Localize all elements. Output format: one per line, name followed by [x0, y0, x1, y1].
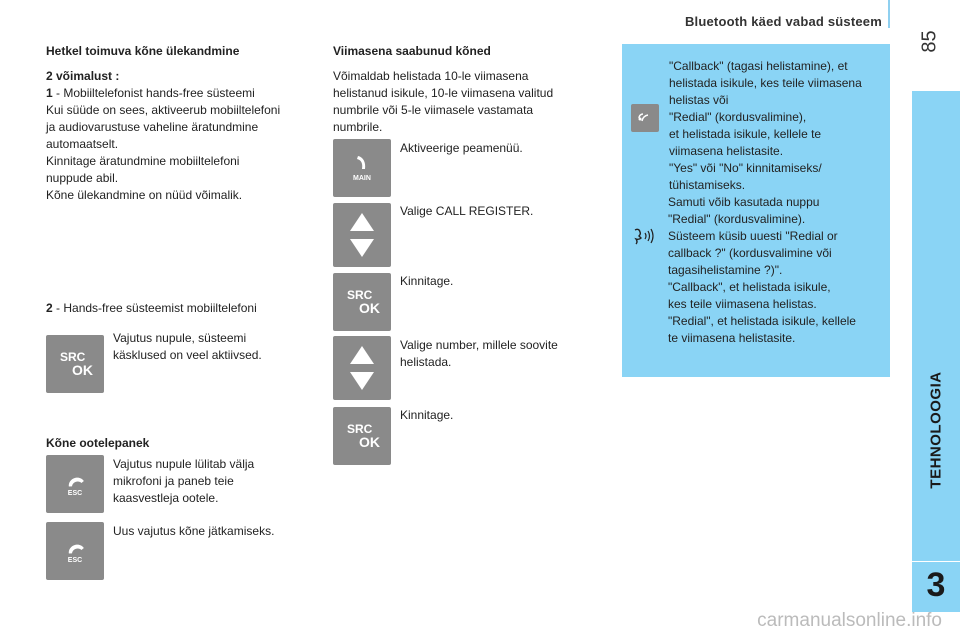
src-ok-button-step3[interactable] — [333, 273, 391, 331]
src-label: SRC — [347, 288, 373, 302]
esc-description-1 — [113, 456, 313, 507]
ok-label: OK — [72, 362, 93, 378]
recent-calls-intro-line: helistanud isikule, 10-le viimasena valitud — [333, 86, 554, 100]
step-text-line: helistada. — [400, 355, 452, 369]
option-1-description-line: Kinnitage äratundmine mobiiltelefoni — [46, 154, 240, 168]
voice-speak-icon — [631, 224, 657, 255]
esc-description-2 — [113, 523, 313, 540]
option-1-description — [46, 102, 321, 204]
info-text-line: helistada isikule, kes teile viimasena — [669, 76, 862, 90]
info-text-line: "Redial" (kordusvalimine). — [668, 212, 806, 226]
step-text-line: Aktiveerige peamenüü. — [400, 141, 523, 155]
option-1-description-line: nuppude abil. — [46, 171, 119, 185]
info-text-line: "Yes" või "No" kinnitamiseks/ — [669, 161, 822, 175]
recent-calls-intro-line: Võimaldab helistada 10-le viimasena — [333, 69, 529, 83]
step-text-line: Kinnitage. — [400, 274, 454, 288]
info-text-line: callback ?" (kordusvalimine või — [668, 246, 832, 260]
voice-command-button-icon — [631, 104, 659, 132]
step-text-line: Valige number, millele soovite — [400, 338, 558, 352]
option-1-description-line: automaatselt. — [46, 137, 119, 151]
info-box — [622, 44, 890, 377]
hang-up-icon — [64, 472, 86, 488]
heading-recent-calls: Viimasena saabunud kõned — [333, 44, 491, 58]
recent-calls-intro — [333, 68, 603, 136]
src-ok-description-line: käsklused on veel aktiivsed. — [113, 348, 262, 362]
options-title: 2 võimalust : — [46, 69, 120, 83]
src-label: SRC — [60, 350, 86, 364]
column-middle — [333, 44, 603, 136]
step-text-line: Valige CALL REGISTER. — [400, 204, 534, 218]
section-label-text: TEHNOLOOGIA — [927, 371, 945, 489]
option-2-number: 2 — [46, 301, 53, 315]
info-text-line: "Callback" (tagasi helistamine), et — [669, 59, 848, 73]
step-2-text — [400, 203, 600, 220]
src-ok-description — [113, 330, 313, 364]
src-ok-button-step5[interactable] — [333, 407, 391, 465]
arrow-down-icon — [349, 238, 375, 258]
esc-description-1-line: mikrofoni ja paneb teie — [113, 474, 234, 488]
ok-label: OK — [359, 434, 380, 450]
src-ok-button[interactable] — [46, 335, 104, 393]
option-1-number: 1 — [46, 86, 53, 100]
column-left — [46, 44, 321, 204]
page-header-title: Bluetooth käed vabad süsteem — [684, 14, 882, 29]
info-text-line: helistas või — [669, 93, 729, 107]
phone-handset-icon — [354, 154, 370, 172]
info-text-line: "Redial" (kordusvalimine), — [669, 110, 807, 124]
chapter-number: 3 — [926, 566, 946, 604]
info-text-line: "Callback", et helistada isikule, — [668, 280, 831, 294]
info-text-line: viimasena helistasite. — [669, 144, 784, 158]
src-label: SRC — [347, 422, 373, 436]
info-text-line: et helistada isikule, kellele te — [669, 127, 822, 141]
info-text-block-2 — [668, 194, 886, 347]
option-1 — [46, 85, 321, 102]
option-1-text: - Mobiiltelefonist hands-free süsteemi — [52, 86, 255, 100]
recent-calls-intro-line: numbrile. — [333, 120, 383, 134]
step-5-text — [400, 407, 600, 424]
esc-button-2[interactable] — [46, 522, 104, 580]
info-text-line: Samuti võib kasutada nuppu — [668, 195, 820, 209]
esc-button[interactable] — [46, 455, 104, 513]
info-text-line: "Redial", et helistada isikule, kellele — [668, 314, 856, 328]
recent-calls-intro-line: numbrile või 5-le viimasele vastamata — [333, 103, 534, 117]
arrow-up-icon — [349, 345, 375, 365]
info-text-line: Süsteem küsib uuesti "Redial or — [668, 229, 838, 243]
hang-up-icon — [64, 539, 86, 555]
step-text-line: Kinnitage. — [400, 408, 454, 422]
esc-description-1-line: kaasvestleja ootele. — [113, 491, 219, 505]
info-text-block-1 — [669, 58, 884, 194]
option-1-description-line: Kõne ülekandmine on nüüd võimalik. — [46, 188, 243, 202]
main-button[interactable] — [333, 139, 391, 197]
up-down-arrows-button-step4[interactable] — [333, 336, 391, 400]
step-1-text — [400, 140, 600, 157]
step-4-text — [400, 337, 600, 371]
option-1-description-line: ja audiovarustuse vaheline äratundmine — [46, 120, 259, 134]
info-text-line: tagasihelistamine ?)". — [668, 263, 783, 277]
esc-description-1-line: Vajutus nupule lülitab välja — [113, 457, 255, 471]
heading-call-transfer: Hetkel toimuva kõne ülekandmine — [46, 44, 240, 58]
esc-description-2-line: Uus vajutus kõne jätkamiseks. — [113, 524, 275, 538]
chapter-tab — [912, 562, 960, 612]
option-2-text: - Hands-free süsteemist mobiiltelefoni — [52, 301, 257, 315]
info-text-line: kes teile viimasena helistas. — [668, 297, 817, 311]
heading-call-hold: Kõne ootelepanek — [46, 436, 150, 450]
arrow-down-icon — [349, 371, 375, 391]
page-number: 85 — [918, 30, 941, 53]
info-text-line: te viimasena helistasite. — [668, 331, 796, 345]
esc-label: ESC — [67, 556, 83, 564]
option-2 — [46, 300, 321, 317]
esc-label: ESC — [67, 489, 83, 497]
src-ok-description-line: Vajutus nupule, süsteemi — [113, 331, 247, 345]
watermark: carmanualsonline.info — [757, 610, 942, 631]
option-1-description-line: Kui süüde on sees, aktiveerub mobiiltelefoni — [46, 103, 281, 117]
heading-call-hold-wrap — [46, 436, 149, 450]
arrow-up-icon — [349, 212, 375, 232]
up-down-arrows-button[interactable] — [333, 203, 391, 267]
main-label: MAIN — [353, 175, 371, 182]
info-text-line: tühistamiseks. — [669, 178, 746, 192]
header-divider — [888, 0, 890, 28]
step-3-text — [400, 273, 600, 290]
section-label — [912, 300, 960, 560]
ok-label: OK — [359, 300, 380, 316]
